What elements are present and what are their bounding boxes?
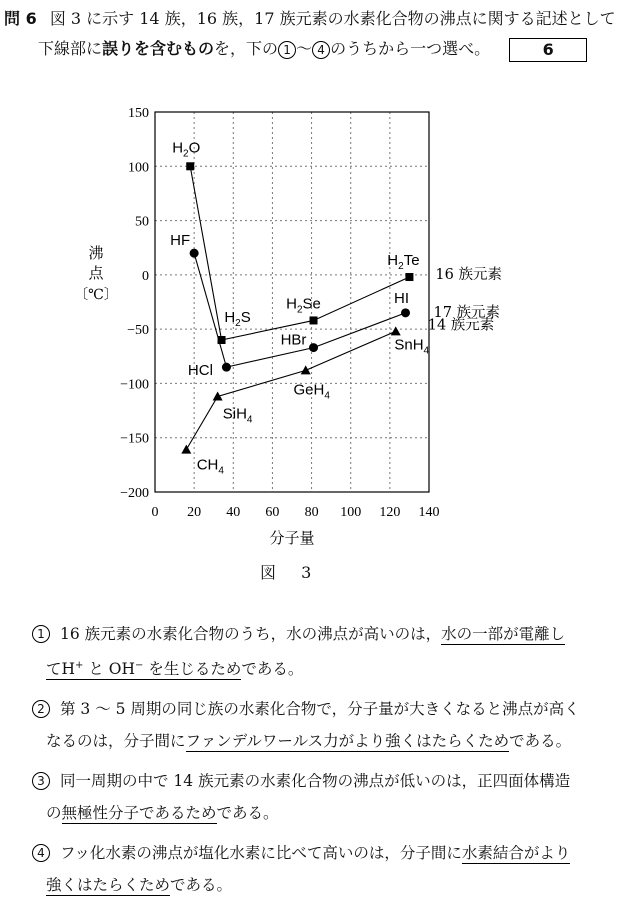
point-label: $H_2O$ xyxy=(172,139,201,160)
y-axis-label-3: 〔℃〕 xyxy=(74,287,118,303)
y-tick-label: 100 xyxy=(128,160,149,176)
y-tick-label: −150 xyxy=(120,431,149,447)
series-legend-label: 17 族元素 xyxy=(433,304,501,321)
choice-2-pre: なるのは，分子間に xyxy=(46,732,186,751)
x-tick-label: 40 xyxy=(226,505,241,520)
choice-2-number: 2 xyxy=(32,700,50,718)
choice-2[interactable] xyxy=(32,693,612,757)
choice-4-post: である。 xyxy=(170,876,233,895)
range-start-marker: 1 xyxy=(278,41,296,59)
range-sep: 〜 xyxy=(296,39,313,58)
x-tick-label: 20 xyxy=(187,505,202,520)
choice-2-underline: ファンデルワールス力がより強くはたらくため xyxy=(185,732,510,751)
question-number: 問 6 xyxy=(4,9,37,28)
marker-square xyxy=(310,316,318,324)
point-label: GeH$_4$ xyxy=(293,381,330,402)
choice-1-underline-2c: を生じるため xyxy=(143,660,242,679)
series-line xyxy=(186,331,395,449)
choice-1-post: である。 xyxy=(241,660,304,679)
point-label: HBr xyxy=(280,331,307,349)
series-legend-label: 16 族元素 xyxy=(435,267,502,284)
x-tick-label: 60 xyxy=(265,505,280,520)
question-line2-pre: 下線部に xyxy=(38,39,103,58)
x-tick-label: 80 xyxy=(304,505,319,520)
point-label: SiH$_4$ xyxy=(222,405,253,426)
choice-4-number: 4 xyxy=(32,844,50,862)
choice-4-underline-2: 強くはたらくため xyxy=(46,876,171,895)
point-label: HI xyxy=(394,289,410,307)
point-label: $H_2S$ xyxy=(224,309,251,329)
x-axis-label: 分子量 xyxy=(269,529,315,547)
choice-4[interactable] xyxy=(32,837,612,901)
question-line2-post: を，下の xyxy=(214,39,279,58)
choice-2-post: である。 xyxy=(509,732,572,751)
marker-circle xyxy=(401,308,410,317)
x-tick-label: 120 xyxy=(379,505,401,520)
choice-1-number: 1 xyxy=(32,625,50,643)
y-tick-labels xyxy=(120,106,149,501)
x-tick-label: 140 xyxy=(418,505,440,520)
choice-3-post: である。 xyxy=(216,804,279,823)
y-tick-label: 150 xyxy=(128,106,149,121)
answer-box[interactable]: 6 xyxy=(509,38,587,62)
choice-1-sup-plus: + xyxy=(75,660,84,671)
question-line2-tail: のうちから一つ選べ。 xyxy=(330,39,491,58)
y-tick-label: −100 xyxy=(120,377,149,393)
point-label: $CH_4$ xyxy=(196,456,224,477)
choice-2-line1: 第 3 〜 5 周期の同じ族の水素化合物で，分子量が大きくなると沸点が高く xyxy=(60,700,580,719)
y-tick-label: 0 xyxy=(142,268,149,284)
x-tick-labels xyxy=(152,505,440,520)
point-label: SnH$_4$ xyxy=(394,336,430,357)
y-tick-label: 50 xyxy=(135,214,149,230)
choice-1-sup-minus: − xyxy=(135,660,144,671)
y-tick-label: −50 xyxy=(127,323,149,339)
marker-triangle xyxy=(391,326,401,335)
choice-3-underline: 無極性分子であるため xyxy=(61,804,217,823)
marker-triangle xyxy=(301,365,311,374)
x-tick-label: 0 xyxy=(151,505,159,520)
point-labels xyxy=(170,139,502,476)
marker-circle xyxy=(309,343,318,352)
choice-3-pre: の xyxy=(46,804,62,823)
choice-1-underline-1: 水の一部が電離し xyxy=(441,625,566,643)
choice-3-line1: 同一周期の中で 14 族元素の水素化合物の沸点が低いのは，正四面体構造 xyxy=(60,772,571,791)
choice-3-number: 3 xyxy=(32,772,50,790)
figure-caption: 図 3 xyxy=(260,563,322,582)
marker-square xyxy=(405,273,413,281)
choice-4-pre: フッ化水素の沸点が塩化水素に比べて高いのは，分子間に xyxy=(60,844,462,863)
y-axis-label-1: 沸 xyxy=(88,244,104,262)
y-tick-label: −200 xyxy=(120,486,149,501)
choice-1-text: 16 族元素の水素化合物のうち，水の沸点が高いのは， xyxy=(60,625,442,643)
choice-1-underline-2a: てH xyxy=(46,660,76,679)
point-label: HF xyxy=(170,232,191,250)
question-emphasis: 誤りを含むもの xyxy=(102,39,215,58)
y-axis-label-2: 点 xyxy=(88,264,104,282)
choice-3[interactable] xyxy=(32,765,612,829)
series-legend-label: 14 族元素 xyxy=(427,317,495,334)
choice-1[interactable] xyxy=(32,618,612,685)
choice-list xyxy=(32,618,612,909)
marker-circle xyxy=(222,363,231,372)
point-label: $H_2Te$ xyxy=(387,252,420,273)
choice-1-underline-2b: と OH xyxy=(83,660,136,679)
x-tick-label: 100 xyxy=(340,505,362,520)
marker-triangle xyxy=(181,445,191,454)
question-line1: 図 3 に示す 14 族，16 族，17 族元素の水素化合物の沸点に関する記述として xyxy=(49,9,616,28)
point-label: $H_2Se$ xyxy=(286,295,321,316)
range-end-marker: 4 xyxy=(312,41,330,59)
marker-square xyxy=(186,162,194,170)
point-label: HCl xyxy=(187,362,213,380)
choice-4-underline-1: 水素結合がより xyxy=(461,844,571,863)
marker-circle xyxy=(190,249,199,258)
